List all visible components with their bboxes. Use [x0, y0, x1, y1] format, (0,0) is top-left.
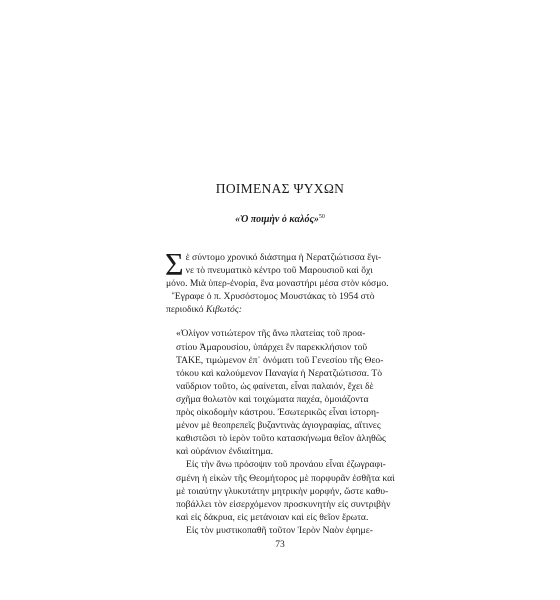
quoted-passage [166, 327, 414, 458]
quote-line: μὲ τοιαύτην γλυκυτάτην μητρικὴν μορφήν, ὥστε καθυ- [176, 485, 389, 497]
quote-line: καθιστῶσι τὸ ἱερὸν τοῦτο κατασκήνωμα θεῖον ἀληθῶς [176, 433, 386, 445]
body-text [165, 246, 414, 537]
drop-cap: Σ [165, 246, 184, 282]
periodical-name: Κιβωτός: [205, 304, 242, 316]
quote-line: σμένη ἡ εἰκὼν τῆς Θεομήτορος μὲ πορφυρᾶν ἐσθῆτα καὶ [176, 472, 395, 484]
quoted-paragraph-3 [166, 524, 414, 537]
footnote-marker: 50 [318, 214, 325, 220]
text-line: μόνο. Μιὰ ὑπερ-ἐνορία, ἕνα μοναστήρι μέσα στὸν κόσμο. [166, 278, 389, 290]
quoted-paragraph-2 [166, 458, 414, 523]
quote-line: μένον μὲ θεοπρεπεῖς βυζαντινὰς ἁγιογραφίας, αἵτινες [176, 420, 381, 432]
page-number: 73 [275, 539, 285, 550]
text-fragment: περιοδικό [166, 304, 206, 316]
quote-line: σχῆμα θολωτὸν καὶ τοιχώματα παχέα, ὁμοιάζοντα [176, 393, 369, 405]
quote-line: στίου Ἀμαρουσίου, ὑπάρχει ἓν παρεκκλήσιον τοῦ [176, 341, 368, 353]
quote-line: τόκου καὶ καλούμενον Παναγία ἡ Νερατζιώτισσα. Τὸ [176, 367, 382, 379]
quote-line: ναΰδριον τοῦτο, ὡς φαίνεται, εἶναι παλαιόν, ἔχει δὲ [176, 380, 374, 392]
quote-line: καὶ οὐράνιον ἐνδιαίτημα. [176, 446, 274, 458]
quote-line: Εἰς τὴν ἄνω πρόσοψιν τοῦ προνάου εἶναι ἐζωγραφι- [186, 459, 386, 471]
quote-line: πρὸς οἰκοδομὴν κάστρου. Ἐσωτερικῶς εἶναι ἱστορη- [176, 407, 380, 419]
text-line: νε τὸ πνευματικὸ κέντρο τοῦ Μαρουσιοῦ καὶ ὄχι [185, 265, 373, 277]
chapter-title: ΠΟΙΜΕΝΑΣ ΨΥΧΩΝ [215, 181, 345, 196]
text-line: ἑ σύντομο χρονικό διάστημα ἡ Νερατζιώτισσα ἔγι- [185, 252, 382, 263]
quote-line: ΤΑΚΕ, τιμώμενον ἐπ᾽ ὀνόματι τοῦ Γενεσίου τῆς Θεο- [176, 354, 384, 366]
subtitle-text: «Ὁ ποιμὴν ὁ καλός» [235, 214, 319, 225]
quote-line: ποβάλλει τὸν εἰσερχόμενον προσκυνητὴν εἰς συντριβὴν [176, 498, 391, 510]
text-line [166, 303, 414, 316]
intro-paragraph [165, 246, 414, 316]
quote-line: καὶ εἰς δάκρυα, εἰς μετάνοιαν καὶ εἰς θεῖον ἔρωτα. [176, 511, 369, 523]
quote-line: «Ὀλίγον νοτιώτερον τῆς ἄνω πλατείας τοῦ προα- [176, 328, 366, 340]
chapter-subtitle [0, 214, 560, 225]
quote-line: Εἰς τὸν μυστικοπαθῆ τοῦτον Ἱερὸν Ναὸν ἐφημε- [186, 524, 373, 536]
text-line: Ἔγραφε ὁ π. Χρυσόστομος Μουστάκας τὸ 1954 στὸ [172, 291, 375, 303]
